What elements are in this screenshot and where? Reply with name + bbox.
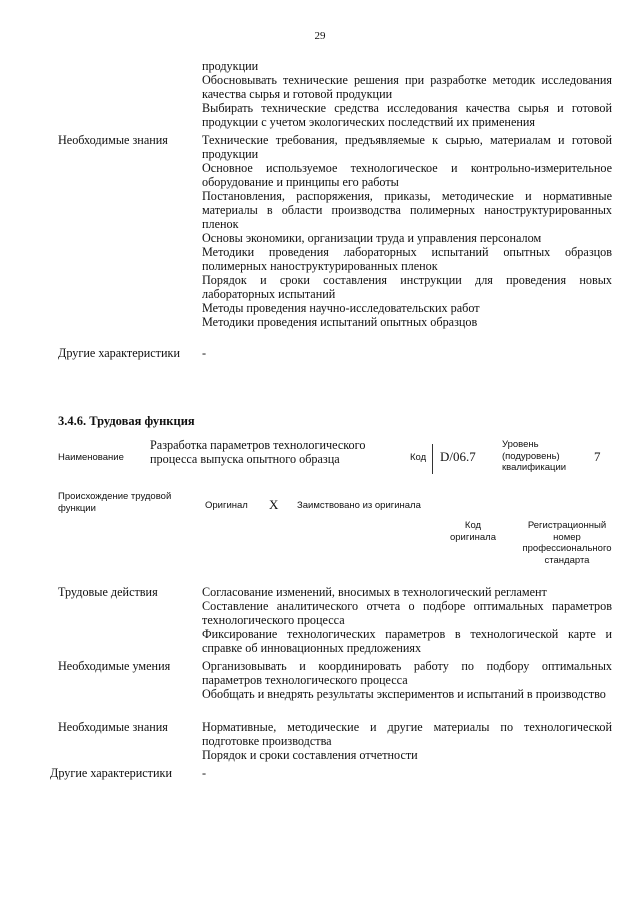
list-item: Обосновывать технические решения при разработке методик исследования качества сырья и готовой продукции bbox=[202, 73, 612, 101]
reg-number-label: Регистрационный номер профессионального стандарта bbox=[522, 520, 612, 566]
other-characteristics-label: Другие характеристики bbox=[58, 346, 180, 360]
lower-knowledge-label: Необходимые знания bbox=[58, 720, 168, 734]
list-item: Методы проведения научно-исследовательских работ bbox=[202, 301, 480, 315]
list-item: Порядок и сроки составления инструкции для проведения новых лабораторных испытаний bbox=[202, 273, 612, 301]
code-divider bbox=[432, 444, 433, 474]
name-label: Наименование bbox=[58, 452, 124, 463]
actions-list bbox=[202, 585, 612, 655]
actions-label: Трудовые действия bbox=[58, 585, 158, 599]
code-original-label: Код оригинала bbox=[449, 520, 496, 543]
list-item: Согласование изменений, вносимых в технологический регламент bbox=[202, 585, 547, 599]
function-name: Разработка параметров технологического процесса выпуска опытного образца bbox=[150, 438, 366, 466]
code-value: D/06.7 bbox=[440, 449, 476, 464]
list-item: Технические требования, предъявляемые к сырью, материалам и готовой продукции bbox=[202, 133, 612, 161]
list-item: Составление аналитического отчета о подборе оптимальных параметров технологического процесса bbox=[202, 599, 612, 627]
original-label: Оригинал bbox=[205, 500, 248, 511]
lower-other-characteristics-label: Другие характеристики bbox=[50, 766, 172, 780]
origin-label: Происхождение трудовой функции bbox=[58, 491, 172, 514]
original-mark: X bbox=[269, 497, 279, 512]
list-item: Фиксирование технологических параметров в технологической карте и справке об инновационных предложениях bbox=[202, 627, 612, 655]
other-characteristics-value: - bbox=[202, 346, 207, 360]
level-label: Уровень (подуровень) квалификации bbox=[502, 439, 567, 473]
list-item: Методики проведения лабораторных испытаний опытных образцов полимерных наноструктурированных пленок bbox=[202, 245, 612, 273]
skills-list bbox=[202, 659, 612, 701]
knowledge-label: Необходимые знания bbox=[58, 133, 168, 147]
code-label: Код bbox=[410, 452, 427, 463]
skills-label: Необходимые умения bbox=[58, 659, 171, 673]
upper-skills-list bbox=[202, 59, 612, 129]
list-item: продукции bbox=[202, 59, 259, 73]
list-item: Нормативные, методические и другие материалы по технологической подготовке производства bbox=[202, 720, 612, 748]
lower-other-characteristics-value: - bbox=[202, 766, 207, 780]
list-item: Основное используемое технологическое и контрольно-измерительное оборудование и принципы его работы bbox=[202, 161, 612, 189]
page-number: 29 bbox=[314, 30, 326, 42]
list-item: Организовывать и координировать работу по подбору оптимальных параметров технологического процесса bbox=[202, 659, 612, 687]
list-item: Порядок и сроки составления отчетности bbox=[202, 748, 418, 762]
lower-knowledge-list bbox=[202, 720, 612, 762]
section-title: 3.4.6. Трудовая функция bbox=[58, 414, 195, 428]
list-item: Основы экономики, организации труда и управления персоналом bbox=[202, 231, 542, 245]
list-item: Обобщать и внедрять результаты экспериментов и испытаний в производство bbox=[202, 687, 606, 701]
level-value: 7 bbox=[594, 449, 601, 464]
list-item: Методики проведения испытаний опытных образцов bbox=[202, 315, 478, 329]
list-item: Выбирать технические средства исследования качества сырья и готовой продукции с учетом экологических последствий их применения bbox=[202, 101, 612, 129]
borrowed-label: Заимствовано из оригинала bbox=[297, 500, 421, 511]
upper-knowledge-list bbox=[202, 133, 612, 329]
list-item: Постановления, распоряжения, приказы, методические и нормативные материалы в области производства полимерных наноструктурированных пленок bbox=[202, 189, 612, 231]
